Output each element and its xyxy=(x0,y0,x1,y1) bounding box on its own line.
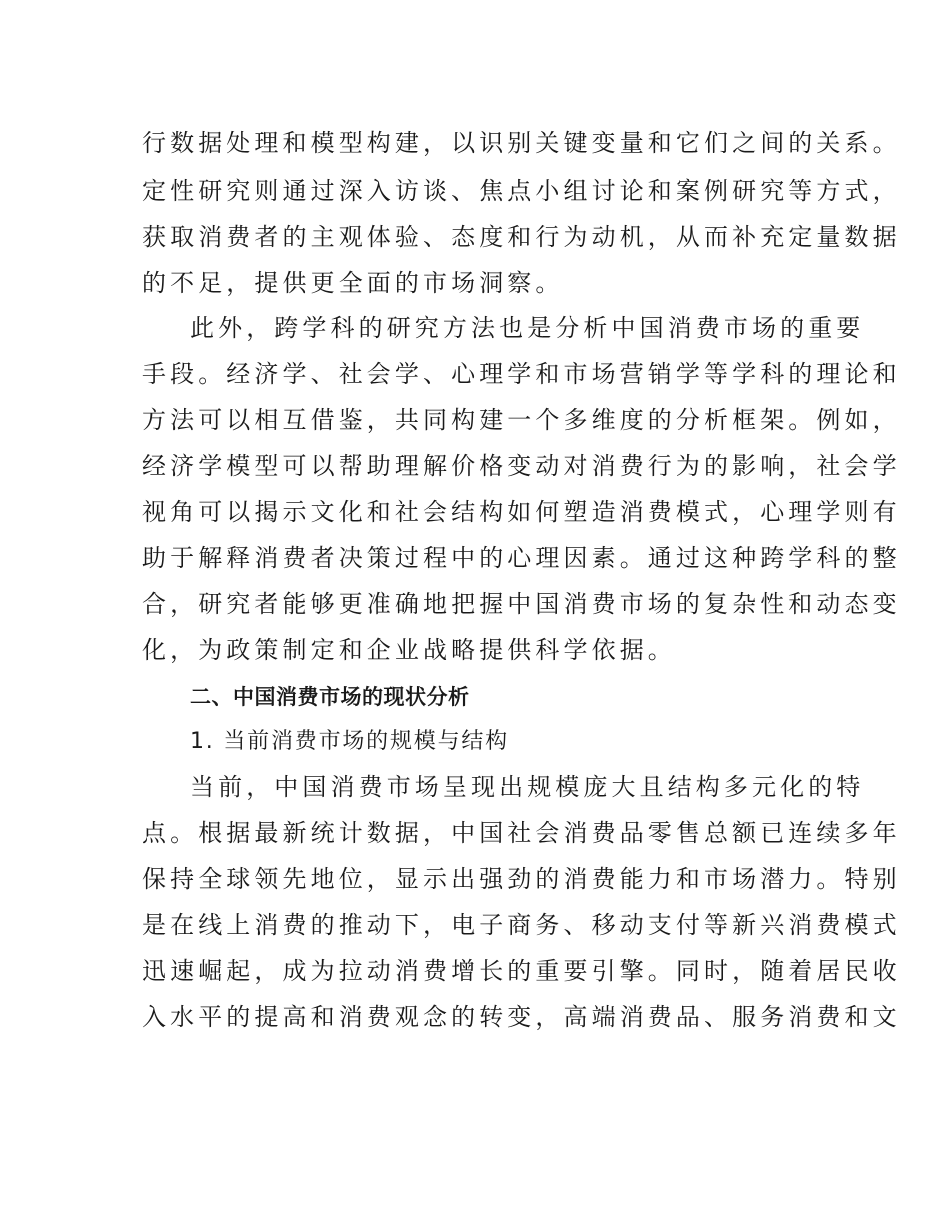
paragraph-line: 手段。经济学、社会学、心理学和市场营销学等学科的理论和 xyxy=(142,360,901,388)
paragraph-line: 的不足，提供更全面的市场洞察。 xyxy=(142,269,564,297)
paragraph-line: 化，为政策制定和企业战略提供科学依据。 xyxy=(142,636,676,664)
paragraph-line: 保持全球领先地位，显示出强劲的消费能力和市场潜力。特别 xyxy=(142,865,901,893)
paragraph-line: 合，研究者能够更准确地把握中国消费市场的复杂性和动态变 xyxy=(142,590,901,618)
paragraph-first-line: 当前，中国消费市场呈现出规模庞大且结构多元化的特 xyxy=(190,773,865,801)
paragraph-line: 是在线上消费的推动下，电子商务、移动支付等新兴消费模式 xyxy=(142,911,901,939)
paragraph-line: 定性研究则通过深入访谈、焦点小组讨论和案例研究等方式， xyxy=(142,177,901,205)
paragraph-line: 迅速崛起，成为拉动消费增长的重要引擎。同时，随着居民收 xyxy=(142,957,901,985)
paragraph-line: 点。根据最新统计数据，中国社会消费品零售总额已连续多年 xyxy=(142,819,901,847)
paragraph-line: 方法可以相互借鉴，共同构建一个多维度的分析框架。例如， xyxy=(142,406,901,434)
subsection-heading: 1. 当前消费市场的规模与结构 xyxy=(190,729,509,754)
paragraph-line: 行数据处理和模型构建，以识别关键变量和它们之间的关系。 xyxy=(142,129,901,157)
section-heading: 二、中国消费市场的现状分析 xyxy=(190,685,470,709)
paragraph-line: 获取消费者的主观体验、态度和行为动机，从而补充定量数据 xyxy=(142,223,901,251)
paragraph-line: 入水平的提高和消费观念的转变，高端消费品、服务消费和文 xyxy=(142,1003,901,1031)
paragraph-first-line: 此外，跨学科的研究方法也是分析中国消费市场的重要 xyxy=(190,314,865,342)
paragraph-line: 视角可以揭示文化和社会结构如何塑造消费模式，心理学则有 xyxy=(142,498,901,526)
paragraph-line: 助于解释消费者决策过程中的心理因素。通过这种跨学科的整 xyxy=(142,544,901,572)
paragraph-line: 经济学模型可以帮助理解价格变动对消费行为的影响，社会学 xyxy=(142,452,901,480)
